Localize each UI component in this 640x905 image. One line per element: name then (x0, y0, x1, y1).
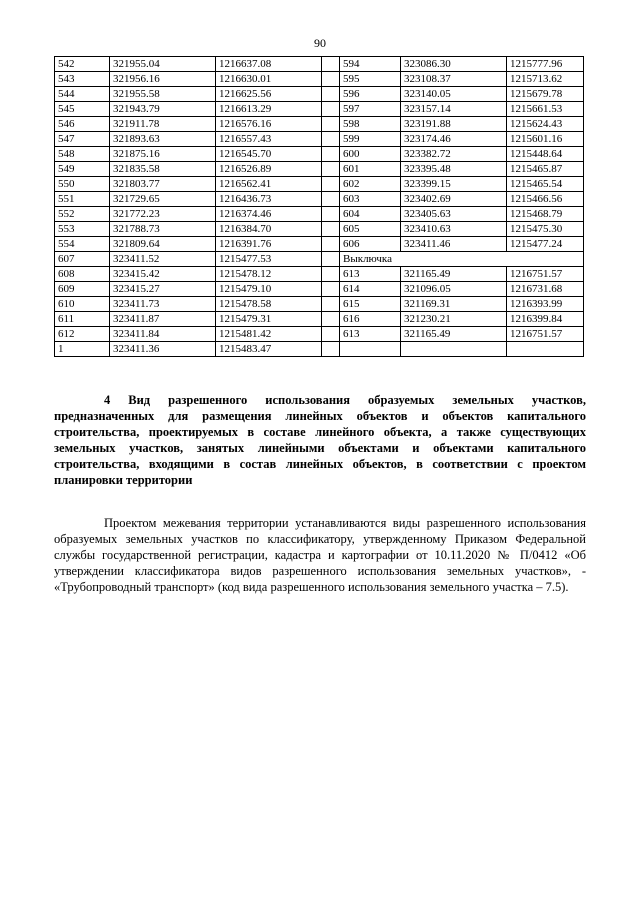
table-row (55, 267, 584, 282)
table-cell-x-coordinate: 323411.84 (110, 327, 216, 342)
table-cell-x-coordinate: 323174.46 (401, 132, 507, 147)
table-cell-y-coordinate: 1215466.56 (507, 192, 584, 207)
table-row (55, 207, 584, 222)
table-cell-point-number: 553 (55, 222, 110, 237)
body-paragraph: Проектом межевания территории устанавливаются виды разрешенного использования образуемых земельных участков по классификатору, утвержденному Приказом Федеральной службы государственной регистрации, кадастра и картографии от 10.11.2020 № П/0412 «Об утверждении классификатора видов разрешенного использования земельных участков», - «Трубопроводный транспорт» (код вида разрешенного использования земельного участка – 7.5). (54, 516, 586, 594)
table-cell-point-number: 609 (55, 282, 110, 297)
table-row (55, 147, 584, 162)
table-cell-x-coordinate: 321875.16 (110, 147, 216, 162)
table-cell-x-coordinate: 321835.58 (110, 162, 216, 177)
table-cell-point-number: 551 (55, 192, 110, 207)
table-cell-y-coordinate: 1215448.64 (507, 147, 584, 162)
table-row (55, 327, 584, 342)
table-cell-x-coordinate: 321803.77 (110, 177, 216, 192)
table-cell-point-number: 612 (55, 327, 110, 342)
table-cell-spacer (322, 162, 340, 177)
table-cell-y-coordinate: 1215465.87 (507, 162, 584, 177)
table-cell-point-number: 601 (340, 162, 401, 177)
table-cell-point-number: 605 (340, 222, 401, 237)
table-cell-x-coordinate: 323411.46 (401, 237, 507, 252)
table-cell-x-coordinate: 323191.88 (401, 117, 507, 132)
table-cell-x-coordinate (401, 342, 507, 357)
table-cell-y-coordinate: 1215481.42 (216, 327, 322, 342)
table-cell-x-coordinate: 323411.73 (110, 297, 216, 312)
table-cell-point-number: 603 (340, 192, 401, 207)
table-cell-point-number: 550 (55, 177, 110, 192)
table-cell-y-coordinate: 1216399.84 (507, 312, 584, 327)
table-cell-y-coordinate: 1215468.79 (507, 207, 584, 222)
table-row (55, 72, 584, 87)
table-cell-x-coordinate: 323415.42 (110, 267, 216, 282)
table-cell-y-coordinate: 1216526.89 (216, 162, 322, 177)
table-cell-y-coordinate: 1216576.16 (216, 117, 322, 132)
table-cell-y-coordinate: 1216751.57 (507, 267, 584, 282)
table-cell-x-coordinate: 323157.14 (401, 102, 507, 117)
table-cell-x-coordinate: 323402.69 (401, 192, 507, 207)
table-cell-y-coordinate: 1215777.96 (507, 57, 584, 72)
table-cell-y-coordinate: 1215465.54 (507, 177, 584, 192)
table-cell-point-number: 554 (55, 237, 110, 252)
table-cell-x-coordinate: 321943.79 (110, 102, 216, 117)
table-cell-x-coordinate: 323415.27 (110, 282, 216, 297)
table-cell-point-number: 606 (340, 237, 401, 252)
table-cell-y-coordinate: 1215478.58 (216, 297, 322, 312)
table-cell-x-coordinate: 323411.36 (110, 342, 216, 357)
table-cell-spacer (322, 132, 340, 147)
table-cell-y-coordinate: 1216393.99 (507, 297, 584, 312)
table-cell-y-coordinate: 1216630.01 (216, 72, 322, 87)
table-row (55, 237, 584, 252)
table-row (55, 102, 584, 117)
table-cell-spacer (322, 87, 340, 102)
table-cell-y-coordinate: 1216391.76 (216, 237, 322, 252)
table-row (55, 192, 584, 207)
table-cell-x-coordinate: 321729.65 (110, 192, 216, 207)
table-cell-y-coordinate: 1215679.78 (507, 87, 584, 102)
table-cell-x-coordinate: 321955.04 (110, 57, 216, 72)
table-cell-x-coordinate: 323410.63 (401, 222, 507, 237)
table-cell-y-coordinate: 1216545.70 (216, 147, 322, 162)
table-cell-y-coordinate: 1216751.57 (507, 327, 584, 342)
table-cell-x-coordinate: 323108.37 (401, 72, 507, 87)
table-cell-x-coordinate: 323411.52 (110, 252, 216, 267)
table-row (55, 252, 584, 267)
table-cell-point-number: 616 (340, 312, 401, 327)
table-cell-x-coordinate: 321911.78 (110, 117, 216, 132)
table-cell-spacer (322, 102, 340, 117)
table-cell-spacer (322, 222, 340, 237)
table-cell-x-coordinate: 323382.72 (401, 147, 507, 162)
table-cell-y-coordinate: 1215601.16 (507, 132, 584, 147)
table-row (55, 282, 584, 297)
table-cell-x-coordinate: 323086.30 (401, 57, 507, 72)
table-cell-point-number: 552 (55, 207, 110, 222)
table-cell-point-number: 608 (55, 267, 110, 282)
table-cell-y-coordinate: 1215713.62 (507, 72, 584, 87)
table-cell-y-coordinate: 1216557.43 (216, 132, 322, 147)
table-cell-point-number: 595 (340, 72, 401, 87)
table-cell-point-number: 597 (340, 102, 401, 117)
table-cell-point-number: 604 (340, 207, 401, 222)
table-cell-point-number: 594 (340, 57, 401, 72)
table-cell-spacer (322, 117, 340, 132)
table-cell-x-coordinate: 321230.21 (401, 312, 507, 327)
table-cell-point-number: 545 (55, 102, 110, 117)
table-cell-point-number: 615 (340, 297, 401, 312)
table-cell-x-coordinate: 323140.05 (401, 87, 507, 102)
table-cell-y-coordinate: 1216613.29 (216, 102, 322, 117)
table-cell-y-coordinate: 1215479.31 (216, 312, 322, 327)
table-cell-point-number: 548 (55, 147, 110, 162)
table-cell-spacer (322, 342, 340, 357)
table-cell-y-coordinate: 1216625.56 (216, 87, 322, 102)
table-cell-y-coordinate: 1215624.43 (507, 117, 584, 132)
table-cell-point-number: 600 (340, 147, 401, 162)
table-cell-y-coordinate: 1216384.70 (216, 222, 322, 237)
table-row (55, 162, 584, 177)
table-cell-spacer (322, 297, 340, 312)
table-cell-point-number: 613 (340, 267, 401, 282)
table-row (55, 342, 584, 357)
table-cell-spacer (322, 72, 340, 87)
table-cell-point-number: 546 (55, 117, 110, 132)
table-cell-spacer (322, 327, 340, 342)
table-cell-y-coordinate: 1215479.10 (216, 282, 322, 297)
page-number: 90 (314, 36, 326, 50)
table-cell-x-coordinate: 321165.49 (401, 327, 507, 342)
table-cell-point-number: 1 (55, 342, 110, 357)
table-cell-point-number: 599 (340, 132, 401, 147)
table-cell-x-coordinate: 323399.15 (401, 177, 507, 192)
table-cell-x-coordinate: 321096.05 (401, 282, 507, 297)
table-cell-y-coordinate: 1216731.68 (507, 282, 584, 297)
table-cell-x-coordinate: 321788.73 (110, 222, 216, 237)
table-cell-point-number: 596 (340, 87, 401, 102)
table-cell-point-number: 610 (55, 297, 110, 312)
table-cell-point-number: 542 (55, 57, 110, 72)
table-cell-spacer (322, 147, 340, 162)
table-row (55, 132, 584, 147)
section-heading: 4 Вид разрешенного использования образуемых земельных участков, предназначенных для размещения линейных объектов и объектов капитального строительства, проектируемых в составе линейного объекта, а также существующих земельных участков, занятых линейными объектами и объектами капитального строительства, входящими в состав линейных объектов, в соответствии с проектом планировки территории (54, 393, 586, 487)
table-cell-spacer (322, 282, 340, 297)
table-row (55, 222, 584, 237)
table-cell-x-coordinate: 321955.58 (110, 87, 216, 102)
table-cell-y-coordinate: 1215477.24 (507, 237, 584, 252)
table-row (55, 87, 584, 102)
table-cell-point-number: 611 (55, 312, 110, 327)
table-cell-x-coordinate: 323395.48 (401, 162, 507, 177)
table-cell-y-coordinate: 1215478.12 (216, 267, 322, 282)
table-cell-x-coordinate: 321165.49 (401, 267, 507, 282)
table-cell-point-number: 613 (340, 327, 401, 342)
table-row (55, 57, 584, 72)
table-cell-merged-label: Выключка (340, 252, 584, 267)
table-cell-y-coordinate: 1216374.46 (216, 207, 322, 222)
table-cell-y-coordinate: 1215661.53 (507, 102, 584, 117)
coordinates-table (54, 56, 584, 357)
table-cell-x-coordinate: 321809.64 (110, 237, 216, 252)
table-cell-point-number: 547 (55, 132, 110, 147)
table-cell-point-number: 598 (340, 117, 401, 132)
table-cell-point-number: 549 (55, 162, 110, 177)
table-cell-spacer (322, 267, 340, 282)
table-row (55, 297, 584, 312)
table-cell-spacer (322, 207, 340, 222)
table-cell-y-coordinate: 1216436.73 (216, 192, 322, 207)
table-cell-point-number (340, 342, 401, 357)
coordinates-table-body (55, 57, 584, 357)
table-cell-point-number: 544 (55, 87, 110, 102)
table-row (55, 177, 584, 192)
table-cell-x-coordinate: 321893.63 (110, 132, 216, 147)
table-cell-spacer (322, 192, 340, 207)
table-cell-spacer (322, 252, 340, 267)
table-cell-x-coordinate: 321772.23 (110, 207, 216, 222)
table-cell-x-coordinate: 323411.87 (110, 312, 216, 327)
table-cell-y-coordinate: 1215477.53 (216, 252, 322, 267)
table-cell-point-number: 543 (55, 72, 110, 87)
table-cell-x-coordinate: 321956.16 (110, 72, 216, 87)
table-cell-y-coordinate: 1215483.47 (216, 342, 322, 357)
table-cell-x-coordinate: 323405.63 (401, 207, 507, 222)
table-cell-y-coordinate: 1215475.30 (507, 222, 584, 237)
table-row (55, 117, 584, 132)
table-cell-point-number: 614 (340, 282, 401, 297)
table-cell-spacer (322, 177, 340, 192)
table-cell-point-number: 607 (55, 252, 110, 267)
table-cell-spacer (322, 57, 340, 72)
table-cell-spacer (322, 312, 340, 327)
table-cell-point-number: 602 (340, 177, 401, 192)
table-cell-spacer (322, 237, 340, 252)
table-cell-x-coordinate: 321169.31 (401, 297, 507, 312)
table-cell-y-coordinate (507, 342, 584, 357)
table-cell-y-coordinate: 1216637.08 (216, 57, 322, 72)
table-row (55, 312, 584, 327)
table-cell-y-coordinate: 1216562.41 (216, 177, 322, 192)
